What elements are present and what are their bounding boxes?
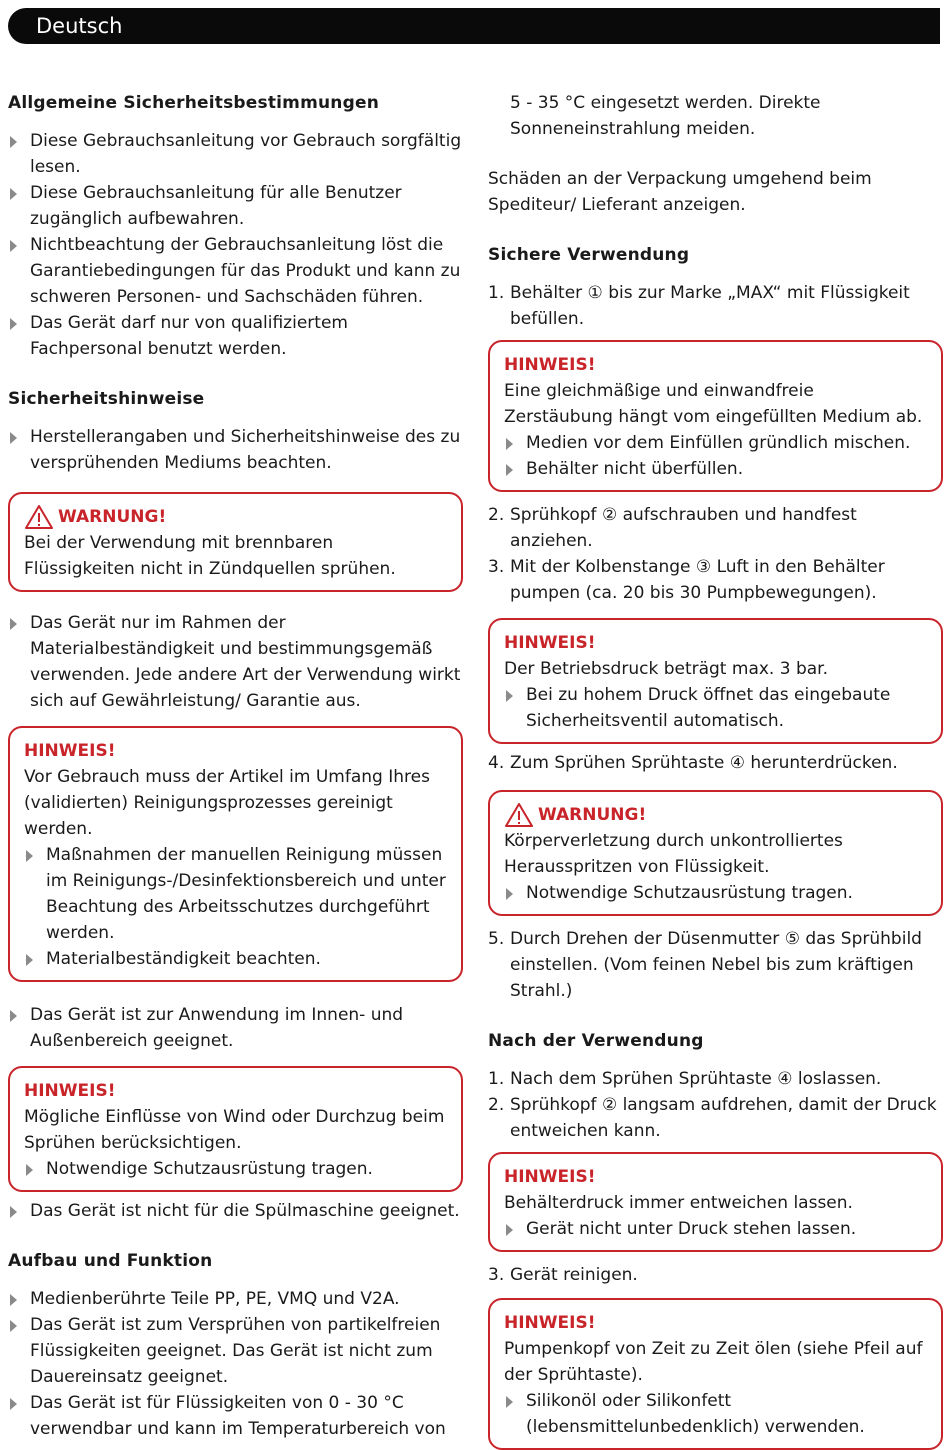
section-title-after-use: Nach der Verwendung bbox=[488, 1031, 704, 1051]
note-list bbox=[24, 842, 447, 972]
note-list bbox=[504, 1216, 927, 1242]
warning-title: WARNUNG! bbox=[24, 504, 447, 530]
list-item: Behälter nicht überfüllen. bbox=[504, 456, 927, 482]
list-item: Das Gerät darf nur von qualifiziertem Fachpersonal benutzt werden. bbox=[8, 310, 463, 362]
safety-notes-list-2 bbox=[8, 610, 463, 714]
step-item: 4. Zum Sprühen Sprühtaste ④ herunterdrücken. bbox=[488, 753, 898, 773]
section-title-safe-use: Sichere Verwendung bbox=[488, 245, 690, 265]
note-text: Behälterdruck immer entweichen lassen. bbox=[504, 1193, 853, 1213]
safe-use-steps-3 bbox=[488, 750, 943, 776]
step-item: 2. Sprühkopf ② aufschrauben und handfest anziehen. bbox=[488, 505, 857, 551]
warning-text: Körperverletzung durch unkontrolliertes Herausspritzen von Flüssigkeit. bbox=[504, 831, 843, 877]
list-item: Bei zu hohem Druck öffnet das eingebaute Sicherheitsventil automatisch. bbox=[504, 682, 927, 734]
list-item: Medien vor dem Einfüllen gründlich mischen. bbox=[504, 430, 927, 456]
after-use-steps-2 bbox=[488, 1262, 943, 1288]
note-box bbox=[488, 618, 943, 744]
list-item: Silikonöl oder Silikonfett (lebensmittelunbedenklich) verwenden. bbox=[504, 1388, 927, 1440]
note-title: HINWEIS! bbox=[504, 1313, 596, 1333]
note-box bbox=[8, 726, 463, 982]
note-title: HINWEIS! bbox=[504, 355, 596, 375]
note-list bbox=[504, 430, 927, 482]
step-item: 2. Sprühkopf ② langsam aufdrehen, damit der Druck entweichen kann. bbox=[488, 1095, 937, 1141]
note-box bbox=[488, 1298, 943, 1450]
warning-triangle-icon bbox=[504, 802, 534, 828]
list-item: Das Gerät nur im Rahmen der Materialbeständigkeit und bestimmungsgemäß verwenden. Jede andere Art der Verwendung wirkt sich auf Gewährleistung/ Garantie aus. bbox=[8, 610, 463, 714]
warning-title: WARNUNG! bbox=[504, 802, 927, 828]
note-title: HINWEIS! bbox=[24, 741, 116, 761]
step-item: 3. Gerät reinigen. bbox=[488, 1265, 638, 1285]
list-item: Diese Gebrauchsanleitung vor Gebrauch sorgfältig lesen. bbox=[8, 128, 463, 180]
note-text: Mögliche Einflüsse von Wind oder Durchzug beim Sprühen berücksichtigen. bbox=[24, 1107, 445, 1153]
language-header-bar bbox=[8, 8, 940, 44]
note-text: Pumpenkopf von Zeit zu Zeit ölen (siehe Pfeil auf der Sprühtaste). bbox=[504, 1339, 923, 1385]
damage-notice: Schäden an der Verpackung umgehend beim Spediteur/ Lieferant anzeigen. bbox=[488, 169, 872, 215]
continued-text: 5 - 35 °C eingesetzt werden. Direkte Sonneneinstrahlung meiden. bbox=[510, 93, 821, 139]
list-item: Diese Gebrauchsanleitung für alle Benutzer zugänglich aufbewahren. bbox=[8, 180, 463, 232]
section-title-construction: Aufbau und Funktion bbox=[8, 1251, 213, 1271]
step-item: 1. Nach dem Sprühen Sprühtaste ④ loslassen. bbox=[488, 1069, 882, 1089]
note-title: HINWEIS! bbox=[504, 1167, 596, 1187]
note-text: Der Betriebsdruck beträgt max. 3 bar. bbox=[504, 659, 828, 679]
note-list bbox=[504, 1388, 927, 1440]
language-label: Deutsch bbox=[36, 14, 123, 38]
warning-list bbox=[504, 880, 927, 906]
construction-list bbox=[8, 1286, 463, 1442]
warning-text: Bei der Verwendung mit brennbaren Flüssigkeiten nicht in Zündquellen sprühen. bbox=[24, 533, 396, 579]
safe-use-steps bbox=[488, 280, 943, 332]
safety-notes-list-4 bbox=[8, 1198, 463, 1224]
general-safety-list bbox=[8, 128, 463, 362]
note-box bbox=[488, 340, 943, 492]
left-column bbox=[8, 90, 463, 1442]
list-item: Materialbeständigkeit beachten. bbox=[24, 946, 447, 972]
safe-use-steps-2 bbox=[488, 502, 943, 606]
after-use-steps bbox=[488, 1066, 943, 1144]
list-item: Notwendige Schutzausrüstung tragen. bbox=[504, 880, 927, 906]
note-title: HINWEIS! bbox=[24, 1081, 116, 1101]
list-item: Medienberührte Teile PP, PE, VMQ und V2A. bbox=[8, 1286, 463, 1312]
list-item: Das Gerät ist zur Anwendung im Innen- und Außenbereich geeignet. bbox=[8, 1002, 463, 1054]
list-item: Das Gerät ist nicht für die Spülmaschine geeignet. bbox=[8, 1198, 463, 1224]
warning-box bbox=[8, 492, 463, 592]
note-list bbox=[504, 682, 927, 734]
note-text: Eine gleichmäßige und einwandfreie Zerstäubung hängt vom eingefüllten Medium ab. bbox=[504, 381, 923, 427]
list-item: Maßnahmen der manuellen Reinigung müssen im Reinigungs-/Desinfektionsbereich und unter Beachtung des Arbeitsschutzes durchgeführt werden. bbox=[24, 842, 447, 946]
list-item: Das Gerät ist zum Versprühen von partikelfreien Flüssigkeiten geeignet. Das Gerät ist nicht zum Dauereinsatz geeignet. bbox=[8, 1312, 463, 1390]
step-item: 1. Behälter ① bis zur Marke „MAX“ mit Flüssigkeit befüllen. bbox=[488, 283, 910, 329]
note-list bbox=[24, 1156, 447, 1182]
section-title-safety-notes: Sicherheitshinweise bbox=[8, 389, 205, 409]
note-title: HINWEIS! bbox=[504, 633, 596, 653]
step-item: 3. Mit der Kolbenstange ③ Luft in den Behälter pumpen (ca. 20 bis 30 Pumpbewegungen). bbox=[488, 557, 885, 603]
list-item: Nichtbeachtung der Gebrauchsanleitung löst die Garantiebedingungen für das Produkt und kann zu schweren Personen- und Sachschäden führen. bbox=[8, 232, 463, 310]
list-item: Gerät nicht unter Druck stehen lassen. bbox=[504, 1216, 927, 1242]
right-column bbox=[488, 90, 943, 1450]
list-item: Notwendige Schutzausrüstung tragen. bbox=[24, 1156, 447, 1182]
note-text: Vor Gebrauch muss der Artikel im Umfang Ihres (validierten) Reinigungsprozesses gereinigt werden. bbox=[24, 767, 430, 839]
list-item: Herstellerangaben und Sicherheitshinweise des zu versprühenden Mediums beachten. bbox=[8, 424, 463, 476]
warning-box bbox=[488, 790, 943, 916]
warning-triangle-icon bbox=[24, 504, 54, 530]
safety-notes-list-3 bbox=[8, 1002, 463, 1054]
safe-use-steps-4 bbox=[488, 926, 943, 1004]
safety-notes-list bbox=[8, 424, 463, 476]
list-item: Das Gerät ist für Flüssigkeiten von 0 - 30 °C verwendbar und kann im Temperaturbereich von bbox=[8, 1390, 463, 1442]
section-title-general-safety: Allgemeine Sicherheitsbestimmungen bbox=[8, 93, 380, 113]
note-box bbox=[488, 1152, 943, 1252]
note-box bbox=[8, 1066, 463, 1192]
step-item: 5. Durch Drehen der Düsenmutter ⑤ das Sprühbild einstellen. (Vom feinen Nebel bis zum kräftigen Strahl.) bbox=[488, 929, 922, 1001]
